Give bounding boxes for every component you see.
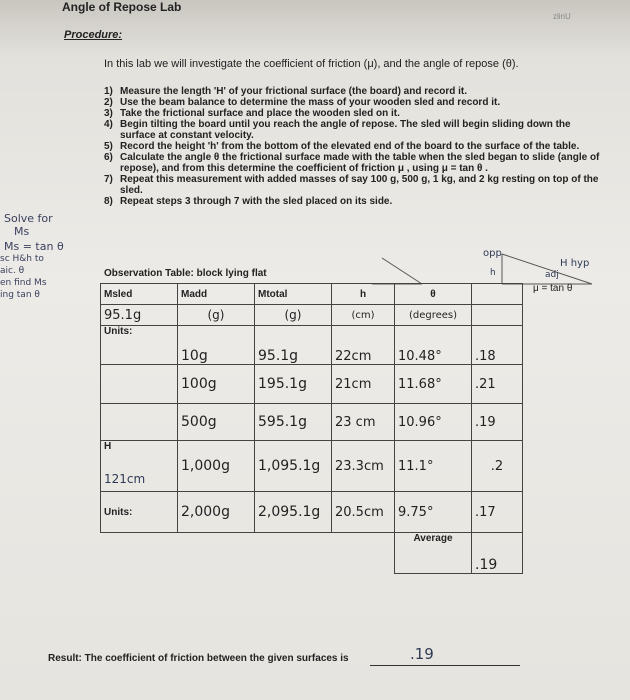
table-cell: 10g [178, 326, 255, 365]
table-cell: (g) [255, 305, 332, 326]
table-row [101, 365, 523, 404]
units-label: Units: [101, 326, 178, 365]
observation-table-title: Observation Table: block lying flat [104, 268, 267, 279]
procedure-steps [104, 86, 604, 207]
table-cell [101, 441, 178, 492]
average-value: .19 [472, 533, 523, 574]
margin-note: en find Ms [0, 278, 47, 288]
header-cell: h [332, 284, 395, 305]
step-item: 3) Take the frictional surface and place the wooden sled on it. [104, 108, 400, 119]
step-item: 6) Calculate the angle θ the frictional surface made with the table when the sled began to slide (angle of repose), and from this determine the coefficient of friction μ , using μ = tan θ . [104, 152, 600, 174]
table-cell: (degrees) [395, 305, 472, 326]
table-cell: 11.68° [395, 365, 472, 404]
table-cell: 10.96° [395, 404, 472, 441]
header-cell: θ [395, 284, 472, 305]
table-cell: .21 [472, 365, 523, 404]
table-cell: 23.3cm [332, 441, 395, 492]
step-item: 2) Use the beam balance to determine the mass of your wooden sled and record it. [104, 97, 501, 108]
margin-note: sc H&h to [0, 254, 44, 264]
margin-note: Ms = tan θ [4, 240, 64, 253]
table-cell: 20.5cm [332, 492, 395, 533]
table-row [101, 326, 523, 365]
table-cell: 500g [178, 404, 255, 441]
header-cell: Madd [178, 284, 255, 305]
h-value: 121cm [104, 472, 146, 486]
margin-note: ing tan θ [0, 290, 40, 300]
header-cell [472, 284, 523, 305]
diagram-hyp-label: H hyp [560, 258, 590, 269]
margin-note: Ms [14, 225, 30, 238]
table-cell: .18 [472, 326, 523, 365]
step-item: 7) Repeat this measurement with added masses of say 100 g, 500 g, 1 kg, and 2 kg resting on top of the sled. [104, 174, 599, 196]
step-item: 4) Begin tilting the board until you reach the angle of repose. The sled will begin sliding down the surface at constant velocity. [104, 119, 571, 141]
table-average-row [101, 533, 523, 574]
table-cell: 11.1° [395, 441, 472, 492]
table-units-row [101, 305, 523, 326]
diagram-opp-label: opp [483, 248, 502, 259]
table-cell: 1,095.1g [255, 441, 332, 492]
table-row [101, 492, 523, 533]
table-cell: (g) [178, 305, 255, 326]
table-cell: 100g [178, 365, 255, 404]
intro-text: In this lab we will investigate the coefficient of friction (μ), and the angle of repose (θ). [104, 58, 519, 70]
diagram-h-label: h [490, 268, 496, 278]
margin-note: Solve for [4, 212, 53, 225]
table-row [101, 404, 523, 441]
table-cell: 2,095.1g [255, 492, 332, 533]
table-cell: 9.75° [395, 492, 472, 533]
units-label: Units: [101, 492, 178, 533]
corner-text: zlinU [553, 12, 571, 21]
margin-note: aic. θ [0, 266, 25, 276]
table-cell: 595.1g [255, 404, 332, 441]
table-cell: 1,000g [178, 441, 255, 492]
result-text: Result: The coefficient of friction between the given surfaces is [48, 653, 349, 664]
h-label: H [104, 441, 112, 452]
result-answer-line [370, 665, 520, 666]
table-cell: 2,000g [178, 492, 255, 533]
table-cell: .17 [472, 492, 523, 533]
diagram-adj-label: adj [545, 270, 559, 280]
table-cell: .2 [472, 441, 523, 492]
table-cell [101, 365, 178, 404]
table-cell: 21cm [332, 365, 395, 404]
average-label: Average [395, 533, 472, 574]
table-cell [101, 404, 178, 441]
table-cell: 23 cm [332, 404, 395, 441]
page-title: Angle of Repose Lab [62, 0, 182, 14]
header-cell: Mtotal [255, 284, 332, 305]
table-header-row [101, 284, 523, 305]
step-item: 5) Record the height 'h' from the bottom of the elevated end of the board to the surface of the table. [104, 141, 580, 152]
result-value: .19 [410, 645, 434, 663]
step-item: 1) Measure the length 'H' of your frictional surface (the board) and record it. [104, 86, 468, 97]
table-cell: 10.48° [395, 326, 472, 365]
table-cell [472, 305, 523, 326]
table-cell: 95.1g [255, 326, 332, 365]
table-cell: (cm) [332, 305, 395, 326]
mu-formula: μ = tan θ [533, 283, 573, 294]
table-cell: 95.1g [101, 305, 178, 326]
procedure-label: Procedure: [64, 29, 123, 41]
step-item: 8) Repeat steps 3 through 7 with the sled placed on its side. [104, 196, 393, 207]
table-cell: .19 [472, 404, 523, 441]
header-cell: Msled [101, 284, 178, 305]
table-row [101, 441, 523, 492]
table-cell: 22cm [332, 326, 395, 365]
observation-table [100, 283, 523, 574]
table-cell: 195.1g [255, 365, 332, 404]
